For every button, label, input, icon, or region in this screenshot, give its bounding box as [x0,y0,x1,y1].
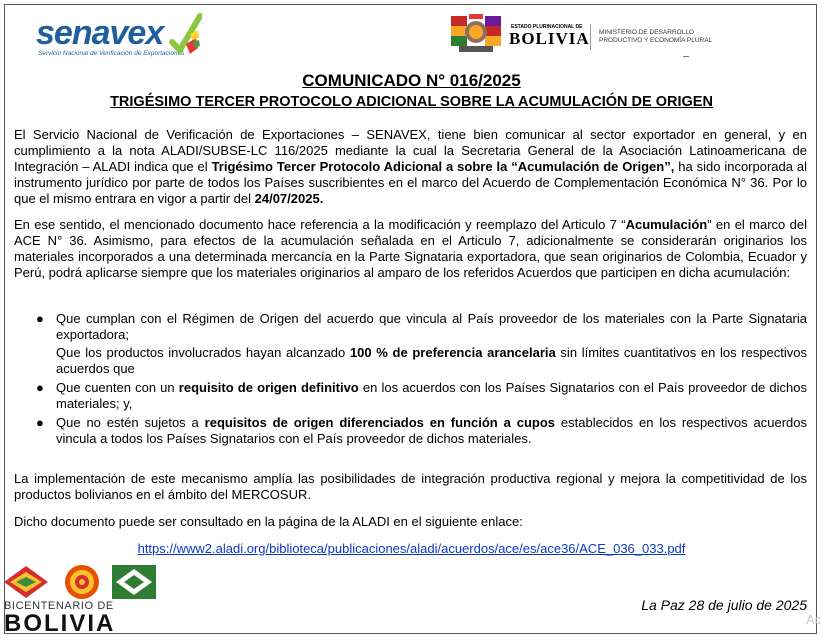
bullet-1-sub-bold: 100 % de preferencia arancelaria [349,345,556,360]
list-item [14,380,807,412]
bicentenario-label: BICENTENARIO DE [4,600,114,612]
paragraph-reference: Dicho documento puede ser consultado en la página de la ALADI en el siguiente enlace: [14,514,523,529]
paragraph-context [14,217,807,281]
document-date: La Paz 28 de julio de 2025 [641,597,807,613]
ministry-line-2: PRODUCTIVO Y ECONOMÍA PLURAL [599,37,713,44]
bullet-2-text-c: en los acuerdos con los Países Signatarios con el País proveedor de dichos materiales; y, [56,380,807,411]
bolivia-wordmark: BOLIVIA [509,29,590,48]
header-dash [683,56,689,57]
paragraph-implementation: La implementación de este mecanismo amplía las posibilidades de integración productiva regional y mejora la competitividad de los productos bolivianos en el ámbito del MERCOSUR. [14,471,807,502]
aladi-document-link[interactable]: https://www2.aladi.org/biblioteca/publicaciones/aladi/acuerdos/ace/es/ace36/ACE_036_033.pdf [137,541,686,556]
document-subtitle: TRIGÉSIMO TERCER PROTOCOLO ADICIONAL SOBRE LA ACUMULACIÓN DE ORIGEN [110,94,713,110]
senavex-subtitle: Servicio Nacional de Verificación de Exportaciones [38,50,185,57]
p1-text-a: El Servicio Nacional de Verificación de Exportaciones – SENAVEX, tiene bien comunicar al sector exportador en general, y en cumplimiento a la nota ALADI/SUBSE-LC 116/2025 mediante la cual la Secretaria General de la Asociación Latinoamericana de Integración – ALADI indica que el [14,127,807,174]
senavex-logo [36,12,206,60]
p2-text-a: En ese sentido, el mencionado documento hace referencia a la modificación y reemplazo del Articulo 7 “ [14,217,626,232]
bicentenario-logo [4,564,164,637]
bullet-1-text: Que cumplan con el Régimen de Origen del acuerdo que vincula al País proveedor de los materiales con la Parte Signataria exportadora; [56,311,807,342]
document-title: COMUNICADO N° 016/2025 [302,71,521,90]
bolivia-emblem-icon [449,14,503,58]
bullet-icon: ● [36,311,44,326]
conditions-list [14,311,807,450]
bullet-3-text-c: establecidos en los respectivos acuerdos vincula a todos los Países Signatarios con el País proveedor de dichos materiales. [56,415,808,446]
bullet-3-text-a: Que no estén sujetos a [56,415,205,430]
bicentenario-emblem-icon [4,564,164,600]
logo-divider [590,24,591,50]
bullet-1-subline [56,345,807,377]
list-item [14,415,807,447]
p2-text-c: ” en el marco del ACE N° 36. Asimismo, para efectos de la acumulación señalada en el Articulo 7, adicionalmente se considerarán originarios los materiales incorporados a una determinada mercancía en la Parte Signataria exportadora, que sean originarios de Colombia, Ecuador y Perú, podrá aplicarse siempre que los materiales originarios al amparo de los referidos Acuerdos que participen en dicha acumulación: [14,217,807,280]
p2-bold-acumulacion: Acumulación [625,217,708,232]
paragraph-intro [14,127,807,207]
p1-bold-date: 24/07/2025. [254,191,324,206]
p1-text-c: ha sido incorporada al instrumento jurídico por parte de todos los Países suscribientes en el marco del Acuerdo de Complementación Económica N° 36. Por lo que el mismo entrara en vigor a partir del [14,159,808,206]
bullet-3-bold: requisitos de origen diferenciados en función a cupos [204,415,556,430]
p1-bold-protocol: Trigésimo Tercer Protocolo Adicional a sobre la “Acumulación de Origen”, [211,159,675,174]
state-label: ESTADO PLURINACIONAL DE [511,24,583,30]
watermark-fragment: Ac [806,612,822,627]
bullet-icon: ● [36,415,44,430]
senavex-check-icon [166,12,202,56]
bullet-2-bold: requisito de origen definitivo [178,380,359,395]
list-item [14,311,807,377]
bicentenario-bolivia-label: BOLIVIA [4,610,116,637]
bullet-1-sub-a: Que los productos involucrados hayan alcanzado [56,345,350,360]
bullet-1-sub-c: sin límites cuantitativos en los respectivos acuerdos que [56,345,808,376]
ministry-line-1: MINISTERIO DE DESARROLLO [599,29,694,36]
senavex-wordmark: senavex [36,14,164,52]
bullet-2-text-a: Que cuenten con un [56,380,179,395]
bullet-icon: ● [36,380,44,395]
government-logo [449,14,749,58]
